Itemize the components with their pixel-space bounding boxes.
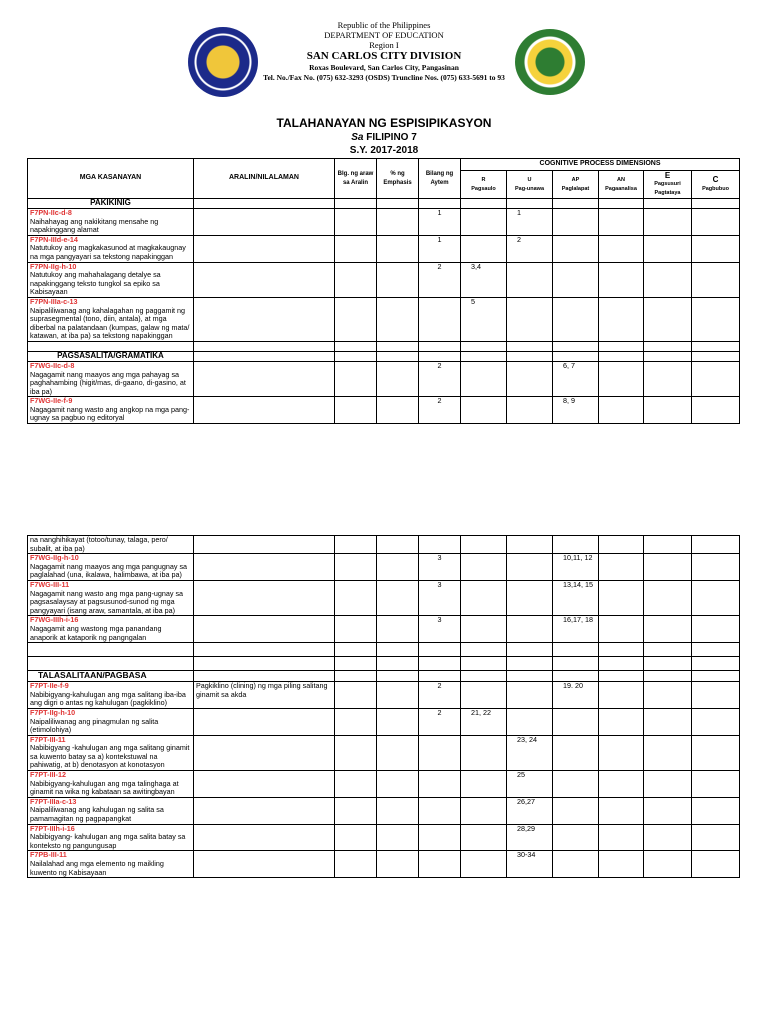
an-cell xyxy=(599,297,644,341)
u-cell xyxy=(507,297,553,341)
emphasis-cell xyxy=(377,771,419,798)
competency-text: Nabibigyang-kahulugan ang mga salitang iba-iba ang digri o antas ng kahulugan (pagkiklino) xyxy=(30,689,186,708)
u-cell xyxy=(507,708,553,735)
an-cell xyxy=(599,262,644,297)
ap-cell xyxy=(553,209,599,236)
r-cell xyxy=(461,554,507,581)
emphasis-cell xyxy=(377,297,419,341)
table-row xyxy=(28,361,740,396)
table-row xyxy=(28,209,740,236)
lesson-cell: Pagkiklino (clining) ng mga piling salitang ginamit sa akda xyxy=(194,682,335,709)
lesson-cell xyxy=(194,536,335,554)
ap-cell xyxy=(553,771,599,798)
deped-line: DEPARTMENT OF EDUCATION xyxy=(324,30,444,40)
u-cell xyxy=(507,580,553,615)
table-row xyxy=(28,824,740,851)
days-cell xyxy=(335,797,377,824)
table-row xyxy=(28,580,740,615)
ap-cell: 19. 20 xyxy=(553,682,599,709)
competency-code: F7WG-IIe-f-9 xyxy=(30,396,73,406)
section-pakikinig: PAKIKINIG xyxy=(28,199,194,209)
emphasis-cell xyxy=(377,824,419,851)
emphasis-cell xyxy=(377,580,419,615)
days-cell xyxy=(335,361,377,396)
days-cell xyxy=(335,708,377,735)
col-u-letter: U xyxy=(527,176,532,183)
u-cell xyxy=(507,361,553,396)
ap-cell: 16,17, 18 xyxy=(553,616,599,643)
ap-cell xyxy=(553,797,599,824)
competency-text: Nagagamit nang wasto ang angkop na mga pang-ugnay sa pagbuo ng editoryal xyxy=(30,404,190,423)
e-cell xyxy=(644,554,692,581)
skill-cell xyxy=(28,851,194,878)
emphasis-cell xyxy=(377,536,419,554)
lesson-cell xyxy=(194,554,335,581)
ap-cell xyxy=(553,851,599,878)
days-cell xyxy=(335,682,377,709)
items-cell: 2 xyxy=(419,682,461,709)
emphasis-cell xyxy=(377,209,419,236)
col-lesson: ARALIN/NILALAMAN xyxy=(194,159,335,199)
col-days: Blg. ng araw sa Aralin xyxy=(335,159,377,199)
table-row xyxy=(28,708,740,735)
c-cell xyxy=(692,209,740,236)
c-cell xyxy=(692,536,740,554)
col-an-letter: AN xyxy=(617,176,625,183)
address-line: Roxas Boulevard, San Carlos City, Pangasinan xyxy=(309,63,459,72)
days-cell xyxy=(335,235,377,262)
skill-cell xyxy=(28,235,194,262)
skill-cell xyxy=(28,209,194,236)
competency-text: Nabibigyang- kahulugan ang mga salita batay sa konteksto ng pangungusap xyxy=(30,832,186,850)
ap-cell: 13,14, 15 xyxy=(553,580,599,615)
emphasis-cell xyxy=(377,235,419,262)
e-cell xyxy=(644,797,692,824)
days-cell xyxy=(335,297,377,341)
letterhead xyxy=(0,20,768,100)
c-cell xyxy=(692,397,740,424)
competency-text: Naipaliliwanag ang pinagmulan ng salita (etimolohiya) xyxy=(30,716,159,735)
col-u-label: Pag-unawa xyxy=(514,185,545,192)
competency-code: F7PT-IIg-h-10 xyxy=(30,707,76,717)
ap-cell xyxy=(553,824,599,851)
table-row xyxy=(28,682,740,709)
an-cell xyxy=(599,616,644,643)
competency-text: Natutukoy ang magkakasunod at magkakaugnay na mga pangyayari sa tekstong napakinggan xyxy=(30,243,186,261)
e-cell xyxy=(644,209,692,236)
table-row xyxy=(28,262,740,297)
competency-text: Nagagamit nang wasto ang mga pang-ugnay sa pagsasalaysay at pagsusunod-sunod ng mga pangyayari (isang araw, samantala, at iba pa) xyxy=(30,588,184,615)
col-cpd: COGNITIVE PROCESS DIMENSIONS xyxy=(461,159,740,171)
competency-text: Nabibigyang-kahulugan ang mga talinghaga at ginamit na wika ng kabataan sa awitingbayan xyxy=(30,778,179,797)
table-row xyxy=(28,536,740,554)
table-row xyxy=(28,235,740,262)
r-cell xyxy=(461,235,507,262)
skill-cell xyxy=(28,797,194,824)
section-talasalitaan: TALASALITAAN/PAGBASA xyxy=(28,671,194,682)
competency-code: F7WG-IIIh-i-16 xyxy=(30,615,79,625)
e-cell xyxy=(644,361,692,396)
lesson-cell xyxy=(194,209,335,236)
r-cell: 21, 22 xyxy=(461,708,507,735)
items-cell xyxy=(419,536,461,554)
skill-cell xyxy=(28,616,194,643)
competency-text: Natutukoy ang mahahalagang detalye sa napakinggang teksto tungkol sa epiko sa Kabisayaan xyxy=(30,270,161,297)
u-cell xyxy=(507,682,553,709)
lesson-cell xyxy=(194,580,335,615)
lesson-cell xyxy=(194,771,335,798)
r-cell xyxy=(461,797,507,824)
items-cell xyxy=(419,297,461,341)
days-cell xyxy=(335,771,377,798)
items-cell: 2 xyxy=(419,262,461,297)
col-items: Bilang ng Aytem xyxy=(419,159,461,199)
u-cell xyxy=(507,397,553,424)
an-cell xyxy=(599,735,644,770)
emphasis-cell xyxy=(377,682,419,709)
days-cell xyxy=(335,262,377,297)
skill-cell xyxy=(28,824,194,851)
days-cell xyxy=(335,554,377,581)
ap-cell xyxy=(553,536,599,554)
ap-cell xyxy=(553,235,599,262)
c-cell xyxy=(692,771,740,798)
c-cell xyxy=(692,297,740,341)
days-cell xyxy=(335,397,377,424)
col-e-letter: E xyxy=(664,170,671,180)
lesson-cell xyxy=(194,708,335,735)
skill-cell xyxy=(28,771,194,798)
items-cell: 3 xyxy=(419,616,461,643)
competency-text: Nailalahad ang mga elemento ng maikling kuwento ng Kabisayaan xyxy=(30,859,164,877)
col-an-label: Pagaanalisa xyxy=(605,185,637,192)
an-cell xyxy=(599,682,644,709)
skill-cell xyxy=(28,262,194,297)
u-cell: 30-34 xyxy=(507,851,553,878)
title-year: S.Y. 2017-2018 xyxy=(349,145,419,156)
e-cell xyxy=(644,580,692,615)
items-cell xyxy=(419,824,461,851)
c-cell xyxy=(692,797,740,824)
days-cell xyxy=(335,824,377,851)
table-row xyxy=(28,851,740,878)
emphasis-cell xyxy=(377,797,419,824)
e-cell xyxy=(644,708,692,735)
col-r-letter: R xyxy=(481,176,486,183)
competency-code: F7PT-III-12 xyxy=(30,770,66,780)
u-cell xyxy=(507,554,553,581)
skill-cell xyxy=(28,361,194,396)
document-title xyxy=(0,116,768,157)
an-cell xyxy=(599,580,644,615)
an-cell xyxy=(599,708,644,735)
r-cell xyxy=(461,580,507,615)
r-cell xyxy=(461,397,507,424)
e-cell xyxy=(644,397,692,424)
lesson-cell xyxy=(194,616,335,643)
e-cell xyxy=(644,824,692,851)
days-cell xyxy=(335,536,377,554)
competency-code: F7WG-III-11 xyxy=(30,579,70,589)
days-cell xyxy=(335,735,377,770)
days-cell xyxy=(335,580,377,615)
ap-cell xyxy=(553,262,599,297)
ap-cell: 10,11, 12 xyxy=(553,554,599,581)
items-cell xyxy=(419,735,461,770)
competency-code: F7WG-IIc-d-8 xyxy=(30,360,75,370)
lesson-cell xyxy=(194,851,335,878)
region-line: Region I xyxy=(369,40,399,50)
skill-cell xyxy=(28,580,194,615)
ap-cell xyxy=(553,735,599,770)
specification-table-bottom xyxy=(27,535,740,878)
ap-cell xyxy=(553,708,599,735)
competency-code: F7PN-IIId-e-14 xyxy=(30,234,78,244)
c-cell xyxy=(692,708,740,735)
items-cell: 1 xyxy=(419,209,461,236)
an-cell xyxy=(599,771,644,798)
skill-cell xyxy=(28,397,194,424)
e-cell xyxy=(644,262,692,297)
competency-text: Nagagamit nang maayos ang mga pahayag sa paghahambing (higit/mas, di-gaano, di-gasino, at iba pa) xyxy=(30,369,186,396)
col-u xyxy=(507,171,553,199)
division-line: SAN CARLOS CITY DIVISION xyxy=(306,50,462,62)
c-cell xyxy=(692,361,740,396)
r-cell xyxy=(461,771,507,798)
col-ap xyxy=(553,171,599,199)
republic-line: Republic of the Philippines xyxy=(337,20,431,30)
an-cell xyxy=(599,235,644,262)
e-cell xyxy=(644,616,692,643)
u-cell xyxy=(507,616,553,643)
table-row xyxy=(28,297,740,341)
skill-cell xyxy=(28,297,194,341)
c-cell xyxy=(692,824,740,851)
skill-cell xyxy=(28,554,194,581)
competency-code: F7PT-IIIa-c-13 xyxy=(30,796,77,806)
r-cell xyxy=(461,851,507,878)
c-cell xyxy=(692,735,740,770)
competency-code: F7WG-IIg-h-10 xyxy=(30,553,79,563)
ap-cell: 6, 7 xyxy=(553,361,599,396)
u-cell: 23, 24 xyxy=(507,735,553,770)
items-cell: 2 xyxy=(419,708,461,735)
title-main: TALAHANAYAN NG ESPISIPIKASYON xyxy=(276,116,492,130)
col-ap-label: Paglalapat xyxy=(561,185,590,192)
r-cell: 3,4 xyxy=(461,262,507,297)
table-row xyxy=(28,616,740,643)
competency-text: Nabibigyang -kahulugan ang mga salitang ginamit sa kuwento batay sa a) kontekstuwal na pahiwatig, at b) denotasyon at konotasyon xyxy=(30,743,190,770)
emphasis-cell xyxy=(377,361,419,396)
col-c xyxy=(692,171,740,199)
r-cell xyxy=(461,616,507,643)
section-pagsasalita: PAGSASALITA/GRAMATIKA xyxy=(28,351,194,361)
emphasis-cell xyxy=(377,262,419,297)
items-cell xyxy=(419,851,461,878)
items-cell: 2 xyxy=(419,361,461,396)
u-cell xyxy=(507,536,553,554)
competency-code: F7PB-III-11 xyxy=(30,850,67,860)
emphasis-cell xyxy=(377,735,419,770)
ap-cell xyxy=(553,297,599,341)
an-cell xyxy=(599,361,644,396)
items-cell xyxy=(419,797,461,824)
items-cell: 3 xyxy=(419,580,461,615)
competency-code: F7PT-III-11 xyxy=(30,734,66,744)
c-cell xyxy=(692,580,740,615)
tel-line: Tel. No./Fax No. (075) 632-3293 (OSDS) Truncline Nos. (075) 633-5691 to 93 xyxy=(263,73,505,82)
an-cell xyxy=(599,397,644,424)
an-cell xyxy=(599,536,644,554)
table-row xyxy=(28,797,740,824)
lesson-cell xyxy=(194,361,335,396)
col-c-letter: C xyxy=(712,174,719,184)
u-cell: 28,29 xyxy=(507,824,553,851)
col-e-label: Pagsusuri Pagtataya xyxy=(654,181,681,196)
r-cell xyxy=(461,536,507,554)
skill-cell xyxy=(28,536,194,554)
skill-cell xyxy=(28,682,194,709)
col-r-label: Pagsaulo xyxy=(471,185,496,192)
skill-cell xyxy=(28,708,194,735)
title-subject xyxy=(0,131,768,144)
c-cell xyxy=(692,682,740,709)
an-cell xyxy=(599,554,644,581)
days-cell xyxy=(335,616,377,643)
items-cell: 1 xyxy=(419,235,461,262)
e-cell xyxy=(644,851,692,878)
lesson-cell xyxy=(194,297,335,341)
c-cell xyxy=(692,262,740,297)
r-cell xyxy=(461,824,507,851)
emphasis-cell xyxy=(377,851,419,878)
col-emphasis: % ng Emphasis xyxy=(377,159,419,199)
e-cell xyxy=(644,682,692,709)
emphasis-cell xyxy=(377,397,419,424)
table-row xyxy=(28,735,740,770)
competency-code: F7PN-IIIa-c-13 xyxy=(30,296,78,306)
competency-text: Naipaliliwanag ang kahalagahan ng paggamit ng suprasegmental (tono, diin, antala), at mga diberbal na palatandaan (kumpas, galaw ng mata/ katawan, at iba pa) sa tekstong napakinggan xyxy=(30,305,190,341)
competency-text: Naihahayag ang nakikitang mensahe ng napakinggang alamat xyxy=(30,216,159,235)
emphasis-cell xyxy=(377,708,419,735)
r-cell xyxy=(461,209,507,236)
lesson-cell xyxy=(194,262,335,297)
table-row xyxy=(28,397,740,424)
c-cell xyxy=(692,235,740,262)
e-cell xyxy=(644,735,692,770)
emphasis-cell xyxy=(377,616,419,643)
ap-cell: 8, 9 xyxy=(553,397,599,424)
u-cell: 2 xyxy=(507,235,553,262)
an-cell xyxy=(599,209,644,236)
c-cell xyxy=(692,616,740,643)
u-cell xyxy=(507,262,553,297)
lesson-cell xyxy=(194,824,335,851)
col-ap-letter: AP xyxy=(571,176,580,183)
competency-text: Nagagamit ang wastong mga panandang anaporik at kataporik ng pangngalan xyxy=(30,623,162,642)
days-cell xyxy=(335,851,377,878)
e-cell xyxy=(644,536,692,554)
an-cell xyxy=(599,824,644,851)
skill-cell xyxy=(28,735,194,770)
lesson-cell xyxy=(194,397,335,424)
r-cell xyxy=(461,361,507,396)
r-cell: 5 xyxy=(461,297,507,341)
competency-code: F7PT-IIIh-i-16 xyxy=(30,823,75,833)
table-row xyxy=(28,771,740,798)
items-cell xyxy=(419,771,461,798)
lesson-cell xyxy=(194,235,335,262)
items-cell: 2 xyxy=(419,397,461,424)
emphasis-cell xyxy=(377,554,419,581)
competency-text: na nanghihikayat (totoo/tunay, talaga, pero/ subalit, at iba pa) xyxy=(30,535,168,553)
col-c-label: Pagbubuo xyxy=(702,185,729,192)
lesson-cell xyxy=(194,797,335,824)
u-cell: 1 xyxy=(507,209,553,236)
col-an xyxy=(599,171,644,199)
e-cell xyxy=(644,771,692,798)
subject-prefix: Sa xyxy=(351,132,364,143)
competency-code: F7PN-IIg-h-10 xyxy=(30,261,77,271)
items-cell: 3 xyxy=(419,554,461,581)
days-cell xyxy=(335,209,377,236)
r-cell xyxy=(461,682,507,709)
col-skills: MGA KASANAYAN xyxy=(28,159,194,199)
specification-table-top xyxy=(27,158,740,424)
c-cell xyxy=(692,554,740,581)
subject-name: FILIPINO 7 xyxy=(366,132,417,143)
col-e xyxy=(644,171,692,199)
competency-code: F7PT-IIe-f-9 xyxy=(30,681,69,691)
c-cell xyxy=(692,851,740,878)
competency-text: Nagagamit nang maayos ang mga pangugnay sa paglalahad (una, ikalawa, halimbawa, at iba pa) xyxy=(30,561,188,580)
an-cell xyxy=(599,797,644,824)
competency-text: Naipaliliwanag ang kahulugan ng salita sa pamamagitan ng pagpapangkat xyxy=(30,805,164,824)
u-cell: 25 xyxy=(507,771,553,798)
competency-code: F7PN-IIc-d-8 xyxy=(30,208,72,217)
table-row xyxy=(28,554,740,581)
u-cell: 26,27 xyxy=(507,797,553,824)
e-cell xyxy=(644,297,692,341)
col-r xyxy=(461,171,507,199)
r-cell xyxy=(461,735,507,770)
lesson-cell xyxy=(194,735,335,770)
e-cell xyxy=(644,235,692,262)
an-cell xyxy=(599,851,644,878)
